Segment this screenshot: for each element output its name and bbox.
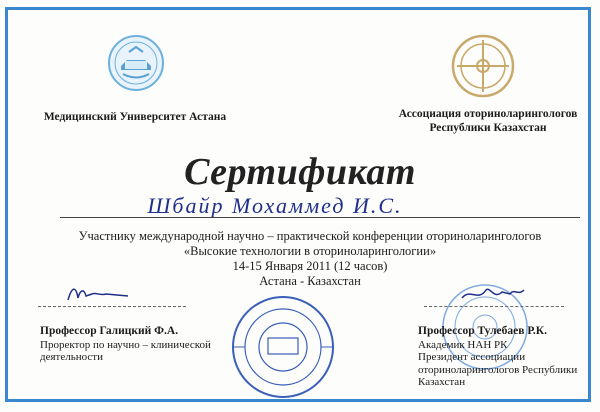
right-signatory-position-2: Президент ассоциации оториноларингологов Республики Казахстан — [418, 351, 578, 388]
right-signatory — [418, 325, 598, 389]
university-name: Медицинский Университет Астана — [43, 111, 227, 123]
left-signatory-name: Профессор Галицкий Ф.А. — [40, 325, 179, 337]
left-signature-line — [38, 306, 186, 307]
certificate-title: Сертификат — [184, 151, 416, 193]
body-line-1: Участнику международной научно – практической конференции оториноларингологов — [78, 229, 542, 243]
left-signatory-position: Проректор по научно – клинической деятельности — [40, 338, 211, 363]
certificate-body — [40, 229, 580, 289]
association-name: Ассоциация оториноларингологов Республики Казахстан — [398, 108, 578, 134]
recipient-underline — [60, 217, 580, 218]
body-line-2: «Высокие технологии в оториноларингологии» — [183, 244, 437, 258]
right-signatory-name: Профессор Тулебаев Р.К. — [418, 325, 548, 337]
left-signatory — [40, 325, 240, 364]
recipient-name: Шбайр Мохаммед И.С. — [147, 193, 403, 218]
right-signature-line — [424, 306, 564, 307]
university-logo-icon — [107, 34, 165, 92]
left-signature-icon — [62, 282, 132, 306]
body-line-3: 14-15 Января 2011 (12 часов) — [232, 259, 388, 273]
right-signature-icon — [458, 282, 528, 306]
body-line-4: Астана - Казахстан — [259, 274, 361, 288]
university-stamp-icon — [228, 292, 338, 402]
right-signatory-position-1: Академик НАН РК — [418, 338, 508, 351]
association-logo-icon — [451, 34, 515, 98]
